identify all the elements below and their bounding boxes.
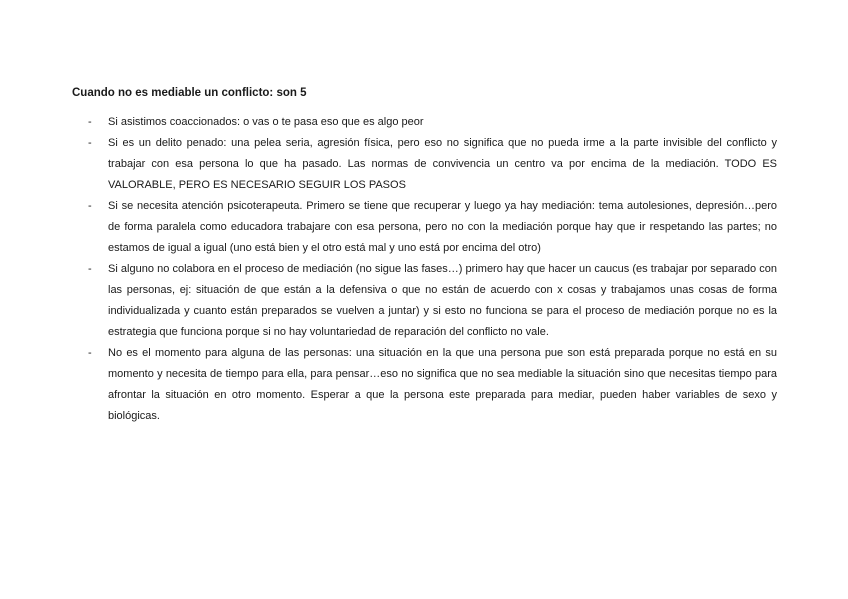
list-item — [72, 343, 777, 427]
list-item — [72, 133, 777, 196]
list-item-text: Si asistimos coaccionados: o vas o te pasa eso que es algo peor — [108, 116, 424, 128]
document-heading: Cuando no es mediable un conflicto: son 5 — [72, 87, 307, 99]
bullet-dash: - — [88, 200, 92, 212]
list-item-text: Si es un delito penado: una pelea seria, agresión física, pero eso no significa que no pueda irme a la parte invisible del conflicto y trabajar con esa persona lo que ha pasado. Las normas de convivencia un centro va por encima de la mediación. TODO ES VALORABLE, PERO ES NECESARIO SEGUIR LOS PASOS — [108, 137, 777, 191]
bullet-dash: - — [88, 347, 92, 359]
conflict-list — [72, 112, 777, 427]
list-item-text: No es el momento para alguna de las personas: una situación en la que una persona pue son está preparada porque no está en su momento y necesita de tiempo para ella, para pensar…eso no significa que no sea mediable la situación sino que necesitas tiempo para afrontar la situación en otro momento. Esperar a que la persona este preparada para mediar, pueden haber variables de sexo y biológicas. — [108, 347, 777, 422]
list-item-text: Si se necesita atención psicoterapeuta. Primero se tiene que recuperar y luego ya hay mediación: tema autolesiones, depresión…pero de forma paralela como educadora trabajare con esa persona, pero no con la mediación porque hay que ir respetando las partes; no estamos de igual a igual (uno está bien y el otro está mal y uno está por encima del otro) — [108, 200, 777, 254]
list-item — [72, 196, 777, 259]
list-item-text: Si alguno no colabora en el proceso de mediación (no sigue las fases…) primero hay que hacer un caucus (es trabajar por separado con las personas, ej: situación de que están a la defensiva o que no están de acuerdo con x cosas y trabajamos unas cosas de forma individualizada y cuanto están preparados se vuelven a juntar) y si esto no funciona se para el proceso de mediación porque no es la estrategia que funciona porque si no hay voluntariedad de reparación del conflicto no vale. — [108, 263, 777, 338]
bullet-dash: - — [88, 263, 92, 275]
list-item — [72, 112, 777, 133]
list-item — [72, 259, 777, 343]
bullet-dash: - — [88, 116, 92, 128]
bullet-dash: - — [88, 137, 92, 149]
